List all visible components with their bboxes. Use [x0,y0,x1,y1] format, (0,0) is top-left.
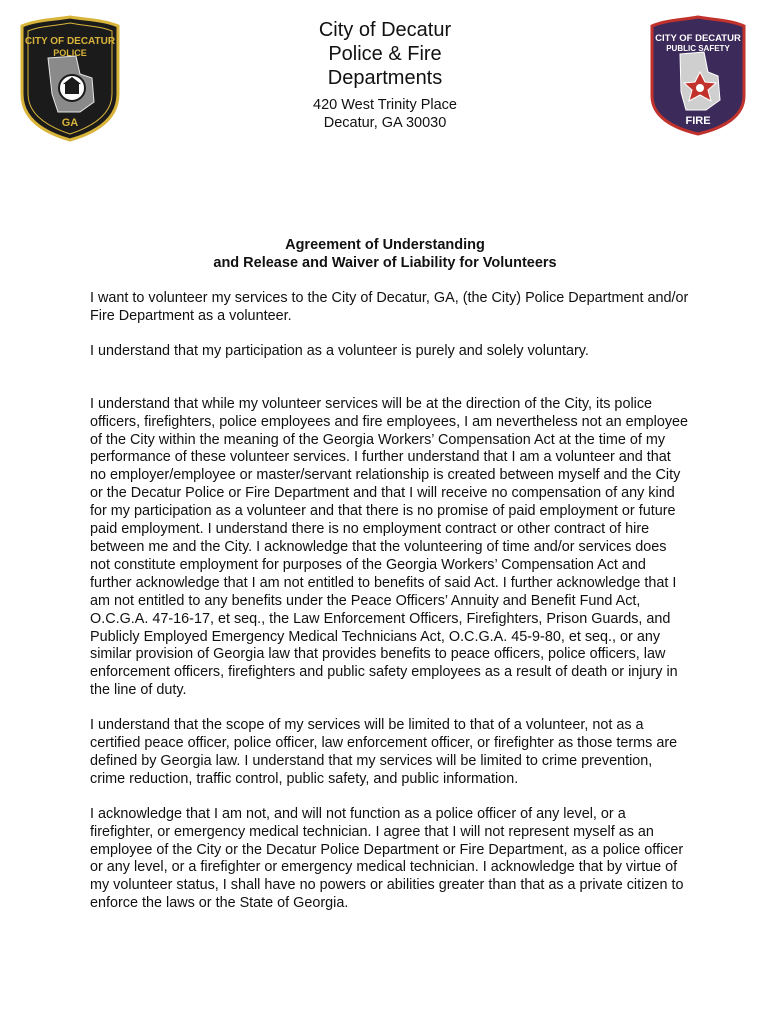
address-block [235,96,535,132]
paragraph-scope: I understand that the scope of my services will be limited to that of a volunteer, not as a certified peace officer, police officer, law enforcement officer, or firefighter as those terms are defined by Georgia law. I understand that my services will be limited to crime prevention, crime reduction, traffic control, public safety, and public information. [90,717,678,787]
agreement-body [90,290,690,930]
org-name-line-3: Departments [327,67,443,89]
fire-badge-logo [648,14,748,136]
police-badge-logo [18,14,122,142]
address-line-street: 420 West Trinity Place [313,97,457,113]
fire-badge-icon [648,14,748,136]
paragraph-volunteer-intent: I want to volunteer my services to the City of Decatur, GA, (the City) Police Department and/or Fire Department as a volunteer. [90,290,689,324]
police-badge-icon [18,14,122,142]
org-name-line-1: City of Decatur [318,19,452,41]
paragraph-voluntary: I understand that my participation as a volunteer is purely and solely voluntary. [90,342,589,359]
svg-text:FIRE: FIRE [685,115,711,127]
address-line-city: Decatur, GA 30030 [323,115,447,131]
document-title [0,236,770,272]
svg-text:PUBLIC SAFETY: PUBLIC SAFETY [666,44,730,53]
svg-text:GA: GA [61,117,79,129]
paragraph-not-employee: I understand that while my volunteer services will be at the direction of the City, its police officers, firefighters, police employees and fire employees, I am nevertheless not an employee of the City within the meaning of the Georgia Workers’ Compensation Act at the time of my performance of these volunteer services. I further understand that I am a volunteer and that no employer/employee or master/servant relationship is created between myself and the City or the Decatur Police or Fire Department and that I will receive no compensation of any kind for my participation as a volunteer and that there is no promise of paid employment or future paid employment. I understand there is no employment contract or other contract of hire between me and the City. I acknowledge that the volunteering of time and/or services does not constitute employment for purposes of the Georgia Workers’ Compensation Act and further acknowledge that I am not entitled to benefits of said Act. I further acknowledge that I am not entitled to any benefits under the Peace Officers’ Annuity and Benefit Fund Act, O.C.G.A. 47-16-17, et seq., the Law Enforcement Officers, Firefighters, Prison Guards, and Publicly Employed Emergency Medical Technicians Act, O.C.G.A. 45-9-80, et seq., or any similar provision of Georgia law that provides benefits to peace officers, police officers, law enforcement officers, firefighters and public safety employees as a result of death or injury in the line of duty. [90,395,689,699]
paragraph-no-officer-powers: I acknowledge that I am not, and will not function as a police officer of any level, or a firefighter, or emergency medical technician. I agree that I will not represent myself as an employee of the City or the Decatur Police Department or Fire Department, as a police officer or any level, or a firefighter or emergency medical technician. I acknowledge that by virtue of my volunteer status, I shall have no powers or abilities greater than that as a private citizen to enforce the laws or the State of Georgia. [90,805,684,912]
letterhead [235,18,535,132]
svg-text:CITY OF DECATUR: CITY OF DECATUR [655,33,741,44]
title-line-1: Agreement of Understanding [285,237,485,253]
org-name-line-2: Police & Fire [328,43,442,65]
title-line-2: and Release and Waiver of Liability for Volunteers [213,255,557,271]
svg-text:CITY OF DECATUR: CITY OF DECATUR [24,36,116,47]
svg-text:POLICE: POLICE [53,48,87,58]
